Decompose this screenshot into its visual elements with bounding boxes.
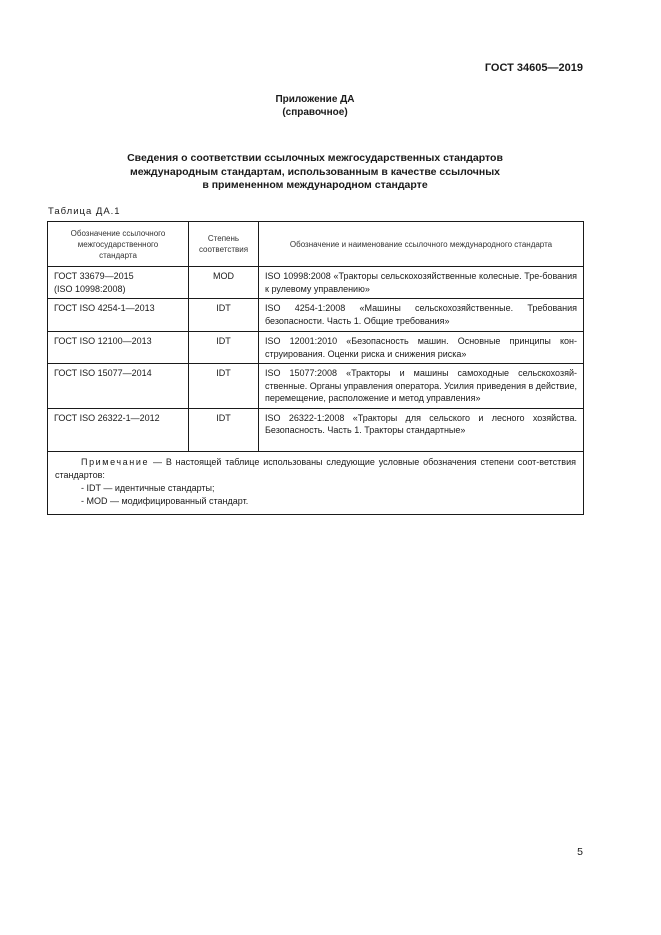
cell-degree: IDT	[189, 299, 259, 332]
designation-extra-text: (ISO 10998:2008)	[54, 283, 126, 294]
heading-line-2: международным стандартам, использованным в качестве ссылочных	[129, 165, 500, 178]
column-header-designation	[48, 222, 189, 267]
header-text: Степень	[207, 234, 240, 243]
note-text: — В настоящей таблице использованы следующие условные обозначения степени соот-ветствия стандартов:	[55, 456, 576, 480]
table-header-row	[48, 222, 584, 267]
note-label: Примечание	[81, 456, 150, 467]
table-row	[48, 364, 584, 409]
heading-line-3: в примененном международном стандарте	[202, 179, 428, 191]
annex-title: Приложение ДА	[275, 94, 355, 105]
cell-designation: ГОСТ ISO 4254-1—2013	[48, 299, 189, 332]
cell-designation: ГОСТ ISO 12100—2013	[48, 332, 189, 364]
designation-text: ГОСТ 33679—2015	[54, 271, 134, 281]
header-text: соответствия	[198, 245, 249, 254]
document-code: ГОСТ 34605—2019	[484, 62, 583, 74]
column-header-degree	[189, 222, 259, 267]
cell-designation: ГОСТ ISO 26322-1—2012	[48, 408, 189, 451]
table-row	[48, 267, 584, 299]
table-label: Таблица ДА.1	[48, 206, 121, 217]
cell-name: ISO 12001:2010 «Безопасность машин. Основные принципы кон-струирования. Оценки риска и снижения риска»	[259, 332, 584, 364]
note-item-idt: - IDT — идентичные стандарты;	[81, 482, 215, 493]
note-paragraph	[55, 456, 576, 482]
header-text: стандарта	[99, 250, 137, 260]
section-heading	[0, 152, 630, 193]
cell-designation: ГОСТ ISO 15077—2014	[48, 364, 189, 409]
table-note-row	[48, 451, 584, 514]
cell-degree: MOD	[189, 267, 259, 299]
cell-name: ISO 15077:2008 «Тракторы и машины самоходные сельскохозяй-ственные. Органы управления оператора. Усилия приведения в действие, перемещение, расположение и метод управления»	[259, 364, 584, 409]
cell-degree: IDT	[189, 332, 259, 364]
cell-degree: IDT	[189, 364, 259, 409]
cell-designation	[48, 267, 189, 299]
cell-name: ISO 10998:2008 «Тракторы сельскохозяйственные колесные. Тре-бования к рулевому управлению»	[259, 267, 584, 299]
header-text: Обозначение ссылочного	[70, 228, 166, 238]
column-header-name: Обозначение и наименование ссылочного международного стандарта	[259, 222, 584, 267]
annex-subtitle: (справочное)	[282, 107, 348, 118]
table-row	[48, 332, 584, 364]
heading-line-1: Сведения о соответствии ссылочных межгосударственных стандартов	[127, 152, 503, 164]
cell-degree: IDT	[189, 408, 259, 451]
cell-name: ISO 26322-1:2008 «Тракторы для сельского и лесного хозяйства. Безопасность. Часть 1. Тракторы стандартные»	[259, 408, 584, 451]
table-row	[48, 408, 584, 451]
note-item-mod: - MOD — модифицированный стандарт.	[81, 495, 249, 506]
table-row	[48, 299, 584, 332]
annex-header	[0, 93, 630, 119]
cell-name: ISO 4254-1:2008 «Машины сельскохозяйственные. Требования безопасности. Часть 1. Общие требования»	[259, 299, 584, 332]
table-note	[48, 451, 584, 514]
page-number: 5	[577, 846, 583, 858]
standards-table	[47, 221, 584, 515]
header-text: межгосударственного	[77, 239, 159, 249]
